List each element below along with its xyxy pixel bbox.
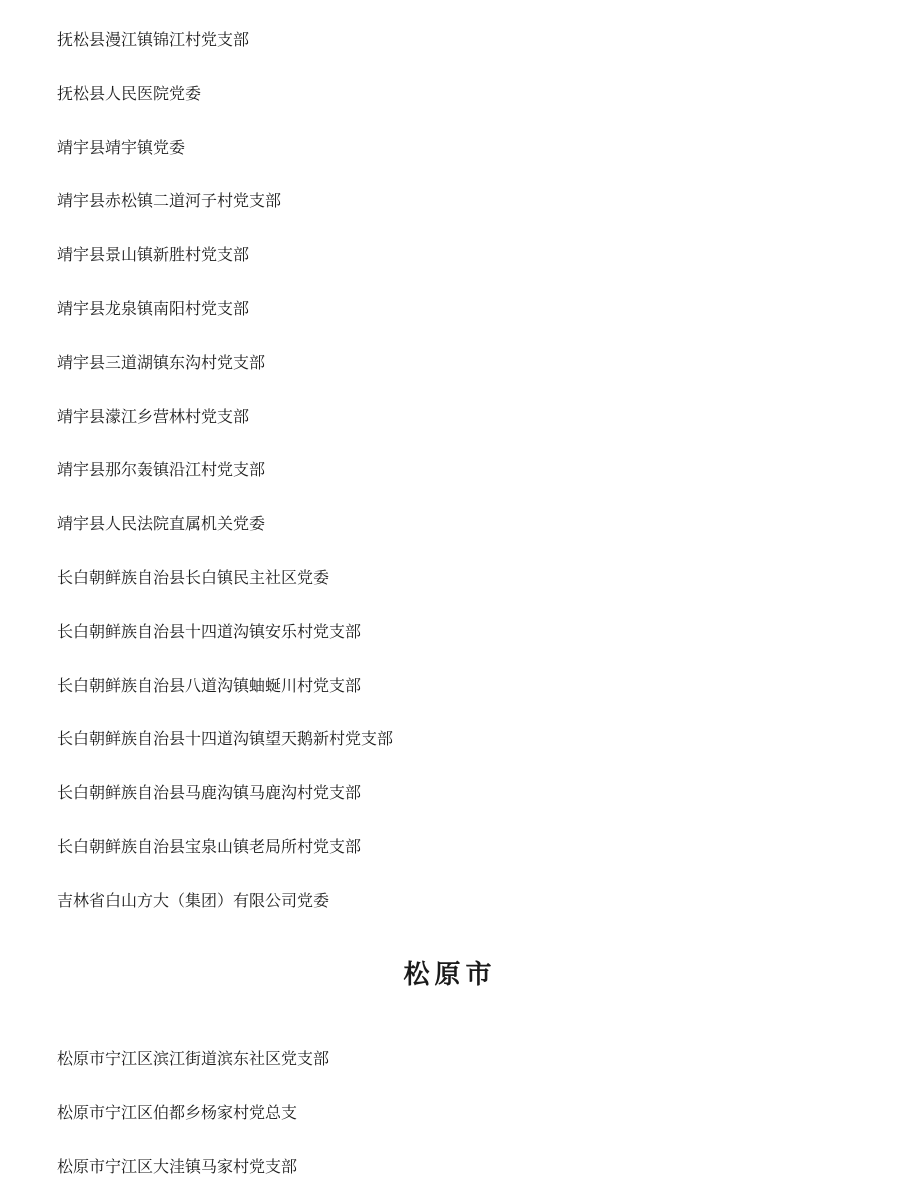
list-item: 长白朝鲜族自治县马鹿沟镇马鹿沟村党支部 xyxy=(57,783,362,803)
list-item: 靖宇县景山镇新胜村党支部 xyxy=(57,245,250,265)
list-item: 长白朝鲜族自治县十四道沟镇安乐村党支部 xyxy=(57,621,362,641)
list-item: 松原市宁江区伯都乡杨家村党总支 xyxy=(57,1102,298,1122)
list-item: 抚松县人民医院党委 xyxy=(57,83,202,103)
list-item: 靖宇县人民法院直属机关党委 xyxy=(57,514,266,534)
list-item: 松原市宁江区滨江街道滨东社区党支部 xyxy=(57,1049,330,1068)
list-item: 靖宇县靖宇镇党委 xyxy=(57,137,186,157)
list-item: 靖宇县龙泉镇南阳村党支部 xyxy=(57,298,250,318)
list-item: 长白朝鲜族自治县十四道沟镇望天鹅新村党支部 xyxy=(57,729,394,749)
list-item: 靖宇县那尔轰镇沿江村党支部 xyxy=(57,460,266,480)
list-item: 长白朝鲜族自治县八道沟镇蚰蜒川村党支部 xyxy=(57,675,362,695)
list-item: 长白朝鲜族自治县长白镇民主社区党委 xyxy=(57,567,330,587)
organization-list-songyuan xyxy=(57,1032,329,1193)
list-item: 吉林省白山方大（集团）有限公司党委 xyxy=(57,890,330,910)
list-item: 靖宇县赤松镇二道河子村党支部 xyxy=(57,191,282,211)
list-item: 长白朝鲜族自治县宝泉山镇老局所村党支部 xyxy=(57,836,362,856)
list-item: 靖宇县三道湖镇东沟村党支部 xyxy=(57,352,266,372)
list-item: 抚松县漫江镇锦江村党支部 xyxy=(57,30,250,49)
section-heading-songyuan: 松原市 xyxy=(403,960,497,990)
organization-list-baishan xyxy=(57,13,393,928)
list-item: 松原市宁江区大洼镇马家村党支部 xyxy=(57,1156,298,1176)
list-item: 靖宇县濛江乡营林村党支部 xyxy=(57,406,250,426)
